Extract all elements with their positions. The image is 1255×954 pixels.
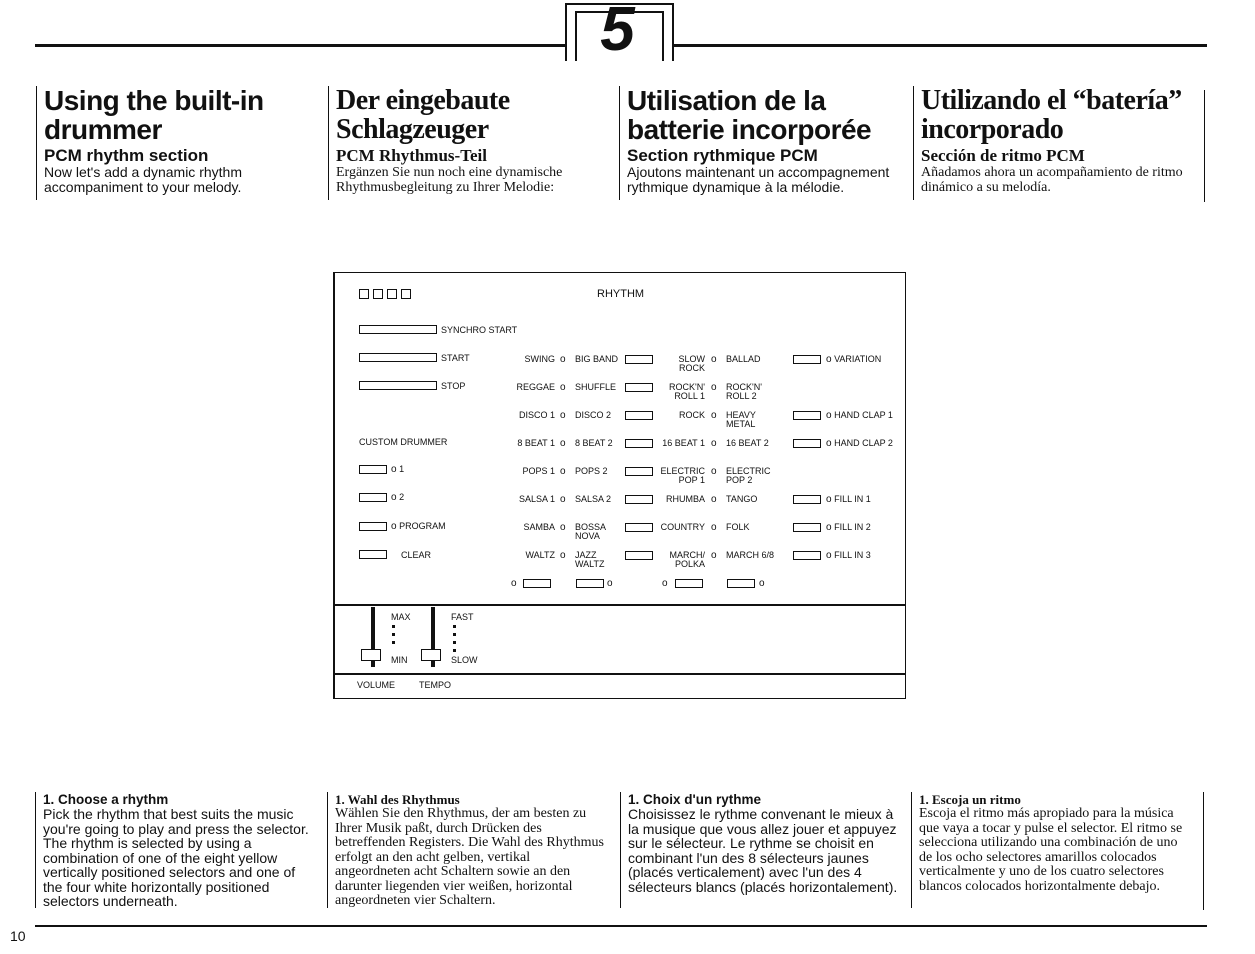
yellow-selector-left[interactable] bbox=[625, 551, 653, 560]
chapter-number: 5 bbox=[600, 0, 635, 64]
yellow-selector-left[interactable] bbox=[625, 439, 653, 448]
fill-in-1-button[interactable] bbox=[793, 495, 821, 504]
synchro-start-label: SYNCHRO START bbox=[441, 325, 518, 335]
hand-clap-2-button[interactable] bbox=[793, 439, 821, 448]
custom-drummer-2-button[interactable] bbox=[359, 493, 387, 502]
step-title: 1. Escoja un ritmo bbox=[919, 792, 1021, 807]
led-icon: o bbox=[711, 438, 717, 449]
tempo-slow-label: SLOW bbox=[451, 655, 478, 665]
scale-dot bbox=[453, 633, 456, 636]
led-icon: o bbox=[711, 354, 717, 365]
rhythm-label-d: BALLAD bbox=[726, 354, 761, 364]
variation-label: o VARIATION bbox=[826, 354, 882, 365]
display-square bbox=[359, 289, 369, 299]
rhythm-label-a: WALTZ bbox=[525, 550, 555, 560]
led-icon: o bbox=[826, 494, 832, 505]
step-column-fr bbox=[620, 792, 903, 908]
start-label: START bbox=[441, 353, 470, 363]
intro-title: Der eingebaute Schlagzeuger bbox=[336, 85, 510, 145]
white-selector-4[interactable] bbox=[727, 579, 755, 588]
intro-body: Ajoutons maintenant un accompagnement rythmique dynamique à la mélodie. bbox=[627, 164, 890, 195]
intro-title: Using the built-in drummer bbox=[44, 85, 264, 145]
led-icon: o bbox=[391, 521, 397, 532]
display-square bbox=[387, 289, 397, 299]
intro-column-es bbox=[913, 86, 1201, 200]
rhythm-label-d: FOLK bbox=[726, 522, 750, 532]
rhythm-label-d: ELECTRIC POP 2 bbox=[726, 466, 771, 485]
led-icon: o bbox=[391, 492, 397, 503]
variation-button[interactable] bbox=[793, 355, 821, 364]
intro-title: Utilizando el “batería” incorporado bbox=[921, 85, 1182, 145]
footer-rule bbox=[35, 925, 1207, 927]
led-icon: o bbox=[826, 438, 832, 449]
hand-clap-1-label: o HAND CLAP 1 bbox=[826, 410, 893, 421]
rhythm-label-a: DISCO 1 bbox=[518, 410, 555, 420]
clear-label: CLEAR bbox=[401, 550, 432, 560]
yellow-selector-left[interactable] bbox=[625, 495, 653, 504]
custom-drummer-1-label: o 1 bbox=[391, 464, 405, 475]
led-icon: o bbox=[711, 466, 717, 477]
clear-button[interactable] bbox=[359, 550, 387, 559]
rhythm-label-d: ROCK'N' ROLL 2 bbox=[726, 382, 762, 401]
rhythm-label-b: BIG BAND bbox=[575, 354, 619, 364]
white-selector-3[interactable] bbox=[675, 579, 703, 588]
hand-clap-2-label: o HAND CLAP 2 bbox=[826, 438, 893, 449]
rhythm-label-b: SHUFFLE bbox=[575, 382, 617, 392]
rhythm-label-b: DISCO 2 bbox=[575, 410, 612, 420]
scale-dot bbox=[392, 625, 395, 628]
hand-clap-1-button[interactable] bbox=[793, 411, 821, 420]
led-icon: o bbox=[711, 522, 717, 533]
intro-column-fr bbox=[619, 86, 899, 200]
tempo-fader-knob[interactable] bbox=[421, 649, 441, 661]
rhythm-label-c: 16 BEAT 1 bbox=[662, 438, 705, 448]
column-rule bbox=[1203, 792, 1204, 910]
led-icon: o bbox=[607, 578, 613, 589]
stop-button[interactable] bbox=[359, 381, 437, 390]
rhythm-label-a: 8 BEAT 1 bbox=[517, 438, 555, 448]
intro-title: Utilisation de la batterie incorporée bbox=[627, 85, 872, 145]
step-column-es bbox=[911, 792, 1194, 908]
rhythm-label-b: JAZZ WALTZ bbox=[575, 550, 605, 569]
intro-subtitle: Sección de ritmo PCM bbox=[921, 146, 1085, 165]
rhythm-label-b: SALSA 2 bbox=[575, 494, 612, 504]
rhythm-label-d: 16 BEAT 2 bbox=[726, 438, 769, 448]
scale-dot bbox=[453, 641, 456, 644]
step-body: Pick the rhythm that best suits the music you're going to play and press the selector. The rhythm is selected by using a combination of one of the eight yellow vertically positioned selectors and one of the four white horizontally positioned selectors underneath. bbox=[43, 806, 309, 909]
scale-dot bbox=[392, 633, 395, 636]
custom-drummer-1-button[interactable] bbox=[359, 465, 387, 474]
tempo-label: TEMPO bbox=[419, 680, 452, 690]
led-icon: o bbox=[759, 578, 765, 589]
volume-fader-knob[interactable] bbox=[361, 649, 381, 661]
rhythm-label-b: 8 BEAT 2 bbox=[575, 438, 613, 448]
led-icon: o bbox=[560, 550, 566, 561]
rhythm-heading: RHYTHM bbox=[597, 288, 645, 300]
volume-label: VOLUME bbox=[357, 680, 396, 690]
page-number: 10 bbox=[10, 928, 26, 944]
custom-drummer-label: CUSTOM DRUMMER bbox=[359, 437, 448, 447]
led-icon: o bbox=[826, 522, 832, 533]
intro-body: Ergänzen Sie nun noch eine dynamische Rhythmusbegleitung zu Ihrer Melodie: bbox=[336, 165, 563, 195]
fill-in-1-label: o FILL IN 1 bbox=[826, 494, 871, 505]
rhythm-label-a: REGGAE bbox=[516, 382, 555, 392]
rhythm-label-b: BOSSA NOVA bbox=[575, 522, 606, 541]
step-title: 1. Choix d'un rythme bbox=[628, 792, 761, 807]
led-icon: o bbox=[711, 494, 717, 505]
rhythm-label-b: POPS 2 bbox=[575, 466, 608, 476]
fill-in-2-button[interactable] bbox=[793, 523, 821, 532]
rhythm-label-d: TANGO bbox=[726, 494, 758, 504]
rhythm-panel bbox=[333, 272, 906, 699]
fill-in-3-label: o FILL IN 3 bbox=[826, 550, 871, 561]
led-icon: o bbox=[826, 354, 832, 365]
rhythm-label-c: ELECTRIC POP 1 bbox=[660, 466, 705, 485]
led-icon: o bbox=[711, 550, 717, 561]
rhythm-label-c: MARCH/ POLKA bbox=[669, 550, 705, 569]
step-column-en bbox=[35, 792, 318, 908]
yellow-selector-left[interactable] bbox=[625, 523, 653, 532]
program-label: o PROGRAM bbox=[391, 521, 446, 532]
custom-drummer-2-label: o 2 bbox=[391, 492, 405, 503]
rhythm-label-c: SLOW ROCK bbox=[678, 354, 705, 373]
led-icon: o bbox=[662, 578, 668, 589]
panel-divider bbox=[335, 673, 905, 675]
led-icon: o bbox=[560, 466, 566, 477]
led-icon: o bbox=[560, 438, 566, 449]
intro-subtitle: Section rythmique PCM bbox=[627, 146, 818, 165]
led-icon: o bbox=[560, 410, 566, 421]
led-icon: o bbox=[826, 410, 832, 421]
step-body: Escoja el ritmo más apropiado para la música que vaya a tocar y pulse el selector. El ritmo se selecciona utilizando una combinación de uno de los ocho selectores amarillos colocados verticalmente y uno de los cuatro selectores blancos colocados horizontalmente debajo. bbox=[919, 806, 1183, 894]
led-icon: o bbox=[560, 354, 566, 365]
display-square bbox=[373, 289, 383, 299]
white-selector-1[interactable] bbox=[523, 579, 551, 588]
intro-subtitle: PCM Rhythmus-Teil bbox=[336, 146, 487, 165]
led-icon: o bbox=[560, 382, 566, 393]
yellow-selector-left[interactable] bbox=[625, 383, 653, 392]
volume-max-label: MAX bbox=[391, 612, 411, 622]
led-icon: o bbox=[711, 410, 717, 421]
intro-subtitle: PCM rhythm section bbox=[44, 146, 209, 165]
intro-body: Añadamos ahora un acompañamiento de ritmo dinámico a su melodía. bbox=[921, 165, 1183, 195]
scale-dot bbox=[453, 649, 456, 652]
scale-dot bbox=[453, 625, 456, 628]
led-icon: o bbox=[560, 522, 566, 533]
rhythm-label-c: COUNTRY bbox=[660, 522, 705, 532]
rhythm-label-a: POPS 1 bbox=[522, 466, 555, 476]
white-selector-2[interactable] bbox=[576, 579, 604, 588]
led-icon: o bbox=[560, 494, 566, 505]
yellow-selector-left[interactable] bbox=[625, 355, 653, 364]
step-body: Choisissez le rythme convenant le mieux à la musique que vous allez jouer et appuyez sur le sélecteur. Le rythme se choisit en combinant l'un des 8 sélecteurs jaunes (placés verticalement) avec l'un des 4 sélecteurs blancs (placés horizontalement). bbox=[628, 806, 898, 895]
led-icon: o bbox=[391, 464, 397, 475]
stop-label: STOP bbox=[441, 381, 466, 391]
rhythm-label-c: ROCK bbox=[678, 410, 705, 420]
step-column-de bbox=[327, 792, 605, 908]
column-rule bbox=[1204, 90, 1205, 202]
yellow-selector-left[interactable] bbox=[625, 411, 653, 420]
rhythm-label-a: SWING bbox=[524, 354, 555, 364]
rhythm-label-c: ROCK'N' ROLL 1 bbox=[669, 382, 705, 401]
rhythm-label-c: RHUMBA bbox=[665, 494, 705, 504]
led-icon: o bbox=[711, 382, 717, 393]
step-title: 1. Wahl des Rhythmus bbox=[335, 792, 460, 807]
scale-dot bbox=[392, 641, 395, 644]
intro-body: Now let's add a dynamic rhythm accompaniment to your melody. bbox=[44, 164, 242, 195]
intro-column-de bbox=[328, 86, 604, 200]
rhythm-label-a: SALSA 1 bbox=[518, 494, 555, 504]
tempo-fast-label: FAST bbox=[451, 612, 474, 622]
program-button[interactable] bbox=[359, 522, 387, 531]
rhythm-label-a: SAMBA bbox=[523, 522, 555, 532]
panel-divider bbox=[335, 604, 905, 606]
led-icon: o bbox=[511, 578, 517, 589]
step-body: Wählen Sie den Rhythmus, der am besten zu Ihrer Musik paßt, durch Drücken des betreffenden Registers. Die Wahl des Rhythmus erfolgt an den acht gelben, vertikal angeordneten acht Schaltern sowie an den darunter liegenden vier weißen, horizontal angeordneten vier Schaltern. bbox=[335, 806, 604, 908]
intro-column-en bbox=[36, 86, 316, 200]
start-button[interactable] bbox=[359, 353, 437, 362]
synchro-start-button[interactable] bbox=[359, 325, 437, 334]
led-icon: o bbox=[826, 550, 832, 561]
rhythm-label-d: MARCH 6/8 bbox=[726, 550, 775, 560]
fill-in-3-button[interactable] bbox=[793, 551, 821, 560]
display-square bbox=[401, 289, 411, 299]
rhythm-label-d: HEAVY METAL bbox=[726, 410, 756, 429]
yellow-selector-left[interactable] bbox=[625, 467, 653, 476]
fill-in-2-label: o FILL IN 2 bbox=[826, 522, 871, 533]
volume-min-label: MIN bbox=[391, 655, 408, 665]
step-title: 1. Choose a rhythm bbox=[43, 792, 169, 807]
